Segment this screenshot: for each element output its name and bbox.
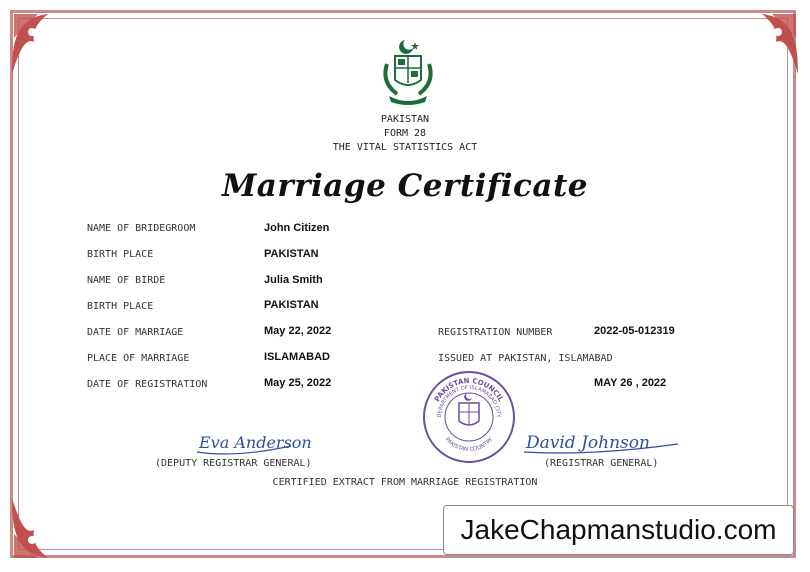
place-of-marriage-label: PLACE OF MARRIAGE xyxy=(87,353,190,364)
issued-date-value: MAY 26 , 2022 xyxy=(594,377,667,389)
bridegroom-label: NAME OF BRIDEGROOM xyxy=(87,223,196,234)
official-stamp xyxy=(421,369,517,465)
bride-value: Julia Smith xyxy=(264,274,323,286)
certificate-footer: CERTIFIED EXTRACT FROM MARRIAGE REGISTRATION xyxy=(272,477,538,488)
place-of-marriage-value: ISLAMABAD xyxy=(264,351,330,363)
registrar-signature xyxy=(522,430,682,458)
birth-place-1-value: PAKISTAN xyxy=(264,248,319,260)
bridegroom-value: John Citizen xyxy=(264,222,330,234)
issued-at-label: ISSUED AT PAKISTAN, ISLAMABAD xyxy=(438,353,613,364)
registrar-label: (REGISTRAR GENERAL) xyxy=(544,458,659,469)
stamp-ring-bottom: PAKISTAN COUNTRY xyxy=(443,436,495,454)
stamp-ring-top: PAKISTAN COUNCIL xyxy=(433,376,505,404)
header-act: THE VITAL STATISTICS ACT xyxy=(332,142,478,153)
header-form: FORM 28 xyxy=(383,128,427,139)
corner-ornament-top-right-icon xyxy=(732,8,802,78)
watermark-banner: JakeChapmanstudio.com xyxy=(443,505,794,555)
date-of-registration-label: DATE OF REGISTRATION xyxy=(87,379,208,390)
svg-text:PAKISTAN COUNTRY xyxy=(444,436,495,453)
registrar-signature-name: David Johnson xyxy=(526,433,650,453)
corner-ornament-bottom-left-icon xyxy=(8,494,78,564)
deputy-registrar-label: (DEPUTY REGISTRAR GENERAL) xyxy=(155,458,312,469)
certificate-title: Marriage Certificate xyxy=(221,168,589,204)
date-of-registration-value: May 25, 2022 xyxy=(264,377,332,389)
bride-label: NAME OF BIRDE xyxy=(87,275,166,286)
birth-place-2-value: PAKISTAN xyxy=(264,299,319,311)
deputy-signature-name: Eva Anderson xyxy=(199,433,312,452)
deputy-registrar-signature xyxy=(195,428,312,458)
header-country: PAKISTAN xyxy=(380,114,430,125)
corner-ornament-top-left-icon xyxy=(8,8,78,78)
birth-place-1-label: BIRTH PLACE xyxy=(87,249,154,260)
stamp-ring-mid: DEPARTMENT OF ISLAMABAD CITY xyxy=(436,384,502,418)
registration-number-value: 2022-05-012319 xyxy=(594,325,675,337)
registration-number-label: REGISTRATION NUMBER xyxy=(438,327,553,338)
date-of-marriage-label: DATE OF MARRIAGE xyxy=(87,327,184,338)
birth-place-2-label: BIRTH PLACE xyxy=(87,301,154,312)
state-emblem-icon xyxy=(375,36,441,108)
date-of-marriage-value: May 22, 2022 xyxy=(264,325,332,337)
